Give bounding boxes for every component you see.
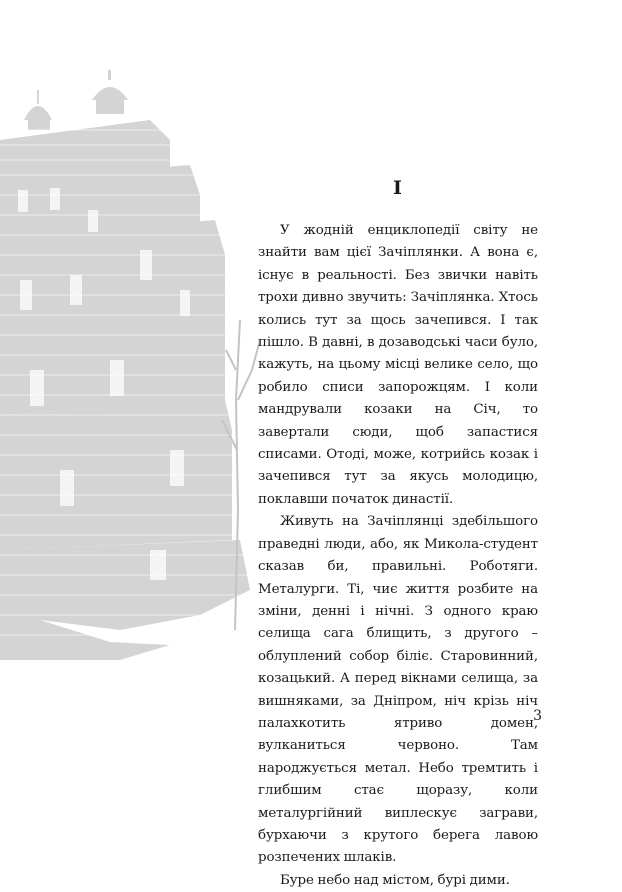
paragraph: Буре небо над містом, бурі дими. [280,872,510,888]
page-number: 3 [533,708,542,724]
paragraph: Живуть на Зачіплянці здебільшого праведні люди, або, як Микола-студент сказав би, правильні. Роботяги. Металурги. Ті, чиє життя розбите на зміни, денні і нічні. З одного краю селища сага блищить, з другого – облуплений собор біліє. Старовинний, козацький. А перед вікнами селища, за вишняками, за Дніпром, ніч крізь ніч палахкотить ятриво домен, вулканиться червоно. Там народжується метал. Небо тремтить і глибшим стає щоразу, коли металургійний виплескує заграви, бурхаючи з крутого берега лавою розпечених шлаків. [258,514,538,866]
cathedral-illustration [0,70,270,670]
paragraph: У жодній енциклопедії світу не знайти вам цієї Зачіплянки. А вона є, існує в реальності. Без звички навіть трохи дивно звучить: Зачіплянка. Хтось колись тут за щось зачепився. І так пішло. В давні, в дозаводські часи було, кажуть, на цьому місці велике село, що робило списи запорожцям. І коли мандрували козаки на Січ, то завертали сюди, щоб запастися списами. Отоді, може, котрийсь козак і зачепився тут за якусь молодицю, поклавши початок династії. [258,223,538,507]
chapter-number: I [393,177,403,199]
body-text [258,220,538,892]
